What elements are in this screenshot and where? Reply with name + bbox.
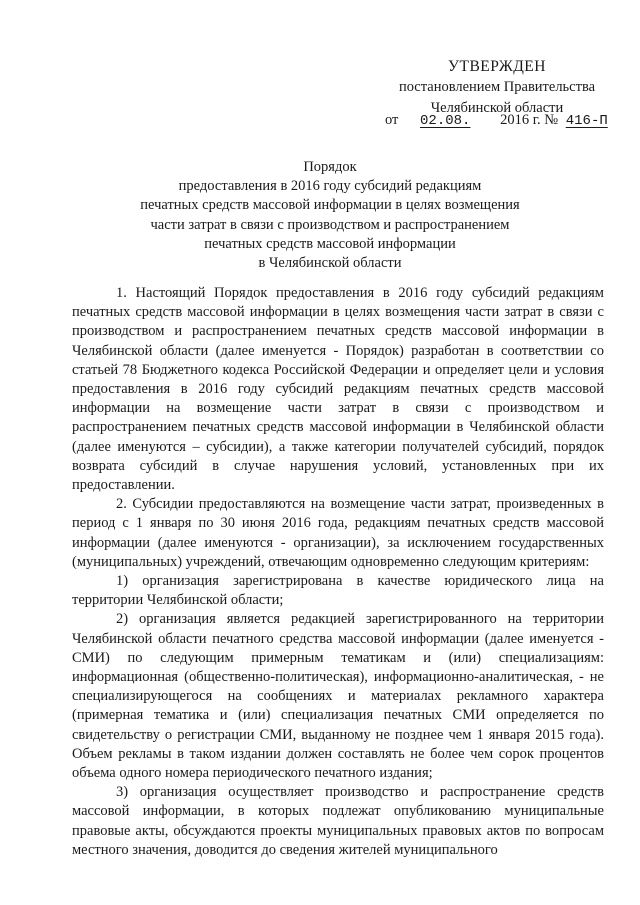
document-title — [120, 158, 540, 273]
paragraph-4: 2) организация является редакцией зарегистрированного на территории Челябинской области печатного средства массовой информации (далее именуется - СМИ) по следующим примерным тематикам и (или) специализациям: информационная (общественно-политическая), информационно-аналитическая, - не специализирующегося на сообщениях и материалах рекламного характера (примерная тематика и (или) специализация печатных СМИ определяется по свидетельству о регистрации СМИ, выданному не позднее чем 1 января 2015 года). Объем рекламы в таком издании должен составлять не более чем сорок процентов объема одного номера периодического печатного издания; — [72, 611, 604, 782]
title-line-3: печатных средств массовой информации в целях возмещения — [140, 197, 520, 214]
title-line-4: части затрат в связи с производством и распространением — [150, 216, 510, 233]
handwritten-date: 02.08. — [420, 113, 471, 129]
approval-heading: УТВЕРЖДЕН — [448, 58, 546, 75]
date-year-label: 2016 г. № — [500, 112, 559, 128]
paragraph-1: 1. Настоящий Порядок предоставления в 2016 году субсидий редакциям печатных средств массовой информации в целях возмещения части затрат в связи с производством и распространением печатных средств массовой информации в Челябинской области (далее именуется - Порядок) разработан в соответствии со статьей 78 Бюджетного кодекса Российской Федерации и определяет цели и условия предоставления в 2016 году субсидий редакциям печатных средств массовой информации на возмещение части затрат в связи с производством и распространением печатных средств массовой информации в Челябинской области (далее именуются – субсидии), а также категории получателей субсидий, порядок возврата субсидий в случае нарушения условий, установленных при их предоставлении. — [72, 285, 604, 494]
title-line-2: предоставления в 2016 году субсидий редакциям — [178, 178, 482, 195]
title-line-1: Порядок — [303, 159, 357, 175]
document-body — [72, 284, 604, 860]
handwritten-number: 416-П — [565, 113, 608, 129]
title-line-6: в Челябинской области — [258, 255, 402, 272]
approval-date-line — [385, 110, 608, 132]
paragraph-5: 3) организация осуществляет производство и распространение средств массовой информации, в которых подлежат опубликованию муниципальные правовые акты, обсуждаются проекты муниципальных правовых актов по вопросам местного значения, доводится до сведения жителей муниципального — [72, 784, 604, 858]
approval-line-1: постановлением Правительства — [398, 79, 596, 95]
paragraph-2: 2. Субсидии предоставляются на возмещение части затрат, произведенных в период с 1 января по 30 июня 2016 года, редакциям печатных средств массовой информации (далее именуются - организации), за исключением государственных (муниципальных) учреждений, отвечающим одновременно следующим критериям: — [72, 496, 604, 570]
title-line-5: печатных средств массовой информации — [204, 235, 456, 252]
date-from-label: от — [385, 112, 399, 128]
approval-line-2: Челябинской области — [430, 100, 564, 116]
paragraph-3: 1) организация зарегистрирована в качестве юридического лица на территории Челябинской области; — [72, 573, 604, 609]
